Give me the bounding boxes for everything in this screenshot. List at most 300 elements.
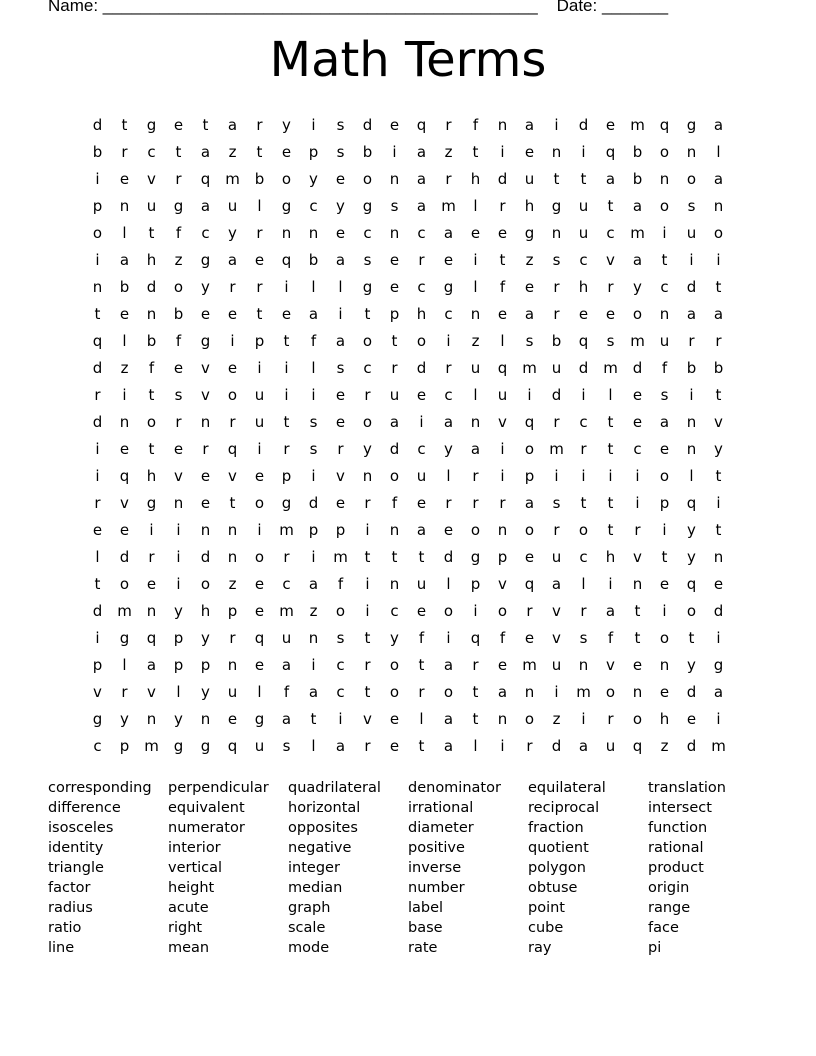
grid-letter: u — [686, 224, 697, 242]
grid-letter: q — [686, 575, 697, 593]
grid-letter: n — [146, 602, 157, 620]
grid-letter: g — [362, 278, 373, 296]
grid-row — [84, 436, 732, 463]
grid-letter: g — [200, 737, 211, 755]
grid-letter: b — [632, 170, 643, 188]
grid-letter: y — [687, 521, 696, 539]
grid-letter: e — [254, 575, 265, 593]
grid-letter: l — [500, 332, 505, 350]
grid-letter: s — [336, 143, 345, 161]
grid-letter: t — [175, 143, 182, 161]
grid-letter: i — [176, 521, 181, 539]
grid-letter: i — [257, 440, 262, 458]
grid-letter: r — [175, 413, 182, 431]
grid-letter: r — [445, 359, 452, 377]
grid-letter: s — [579, 629, 588, 647]
grid-letter: r — [121, 143, 128, 161]
grid-letter: e — [173, 440, 184, 458]
grid-letter: t — [499, 251, 506, 269]
grid-letter: n — [227, 521, 238, 539]
grid-letter: t — [391, 548, 398, 566]
grid-letter: h — [470, 170, 481, 188]
grid-letter: s — [525, 332, 534, 350]
grid-letter: r — [580, 602, 587, 620]
grid-letter: s — [687, 197, 696, 215]
grid-letter: e — [389, 737, 400, 755]
grid-letter: q — [227, 440, 238, 458]
grid-letter: u — [605, 737, 616, 755]
grid-letter: q — [578, 332, 589, 350]
word-column — [48, 778, 168, 958]
grid-letter: n — [281, 224, 292, 242]
grid-letter: e — [632, 386, 643, 404]
word-list-item: denominator — [408, 780, 501, 796]
grid-letter: p — [659, 494, 670, 512]
word-list-item: positive — [408, 840, 465, 856]
grid-letter: o — [524, 440, 535, 458]
grid-letter: i — [95, 170, 100, 188]
grid-letter: o — [605, 683, 616, 701]
grid-letter: u — [578, 224, 589, 242]
grid-letter: v — [147, 170, 156, 188]
grid-letter: d — [578, 116, 589, 134]
grid-letter: g — [362, 197, 373, 215]
grid-letter: n — [686, 143, 697, 161]
word-list-item: ratio — [48, 920, 82, 936]
grid-letter: i — [500, 143, 505, 161]
grid-letter: a — [605, 602, 616, 620]
grid-letter: c — [417, 224, 426, 242]
grid-letter: i — [608, 467, 613, 485]
grid-letter: r — [553, 521, 560, 539]
grid-letter: i — [500, 737, 505, 755]
word-list-item: function — [648, 820, 708, 836]
grid-letter: t — [472, 683, 479, 701]
grid-letter: e — [281, 305, 292, 323]
grid-letter: e — [632, 656, 643, 674]
grid-letter: d — [92, 602, 103, 620]
grid-letter: t — [715, 278, 722, 296]
word-list-item: right — [168, 920, 203, 936]
grid-letter: a — [443, 737, 454, 755]
grid-letter: a — [443, 656, 454, 674]
grid-letter: e — [659, 683, 670, 701]
grid-letter: i — [473, 602, 478, 620]
grid-letter: v — [201, 359, 210, 377]
grid-letter: u — [497, 386, 508, 404]
grid-letter: d — [200, 548, 211, 566]
grid-row — [84, 733, 732, 760]
grid-letter: i — [500, 440, 505, 458]
grid-letter: v — [498, 413, 507, 431]
grid-letter: l — [446, 575, 451, 593]
grid-letter: l — [581, 575, 586, 593]
grid-letter: h — [146, 467, 157, 485]
word-list-item: label — [408, 900, 444, 916]
word-list-item: vertical — [168, 860, 223, 876]
grid-letter: y — [174, 602, 183, 620]
grid-letter: q — [686, 494, 697, 512]
grid-letter: a — [335, 332, 346, 350]
grid-letter: t — [418, 737, 425, 755]
grid-letter: t — [472, 710, 479, 728]
grid-letter: i — [446, 629, 451, 647]
word-list-item: fraction — [528, 820, 584, 836]
grid-letter: f — [607, 629, 614, 647]
word-list-item: inverse — [408, 860, 462, 876]
grid-letter: t — [391, 332, 398, 350]
grid-letter: s — [552, 494, 561, 512]
grid-letter: n — [497, 116, 508, 134]
grid-letter: i — [500, 467, 505, 485]
grid-letter: m — [711, 737, 726, 755]
grid-letter: b — [308, 251, 319, 269]
grid-letter: a — [416, 170, 427, 188]
grid-letter: d — [713, 602, 724, 620]
grid-letter: y — [390, 629, 399, 647]
grid-letter: p — [335, 521, 346, 539]
grid-letter: n — [497, 710, 508, 728]
word-list-item: diameter — [408, 820, 474, 836]
grid-letter: e — [713, 575, 724, 593]
grid-letter: e — [119, 305, 130, 323]
grid-letter: c — [660, 278, 669, 296]
grid-letter: n — [227, 656, 238, 674]
grid-letter: r — [634, 521, 641, 539]
grid-letter: m — [441, 197, 456, 215]
word-list-item: quadrilateral — [288, 780, 381, 796]
grid-letter: c — [363, 359, 372, 377]
grid-letter: q — [524, 413, 535, 431]
grid-row — [84, 274, 732, 301]
grid-row — [84, 544, 732, 571]
grid-letter: a — [443, 413, 454, 431]
word-list-item: mode — [288, 940, 330, 956]
grid-letter: e — [335, 413, 346, 431]
grid-letter: m — [279, 521, 294, 539]
grid-letter: l — [473, 197, 478, 215]
word-column — [288, 778, 408, 958]
grid-letter: z — [228, 143, 237, 161]
grid-letter: r — [607, 710, 614, 728]
grid-letter: d — [686, 737, 697, 755]
grid-letter: z — [525, 251, 534, 269]
grid-letter: c — [201, 224, 210, 242]
grid-letter: n — [686, 413, 697, 431]
word-list-item: quotient — [528, 840, 589, 856]
grid-letter: t — [148, 386, 155, 404]
grid-letter: h — [578, 278, 589, 296]
grid-letter: m — [117, 602, 132, 620]
grid-letter: i — [392, 143, 397, 161]
grid-letter: m — [522, 656, 537, 674]
grid-letter: y — [687, 548, 696, 566]
word-list-item: radius — [48, 900, 93, 916]
grid-letter: y — [687, 656, 696, 674]
grid-letter: g — [281, 197, 292, 215]
grid-row — [84, 328, 732, 355]
grid-letter: p — [92, 197, 103, 215]
grid-letter: r — [580, 440, 587, 458]
grid-letter: r — [121, 683, 128, 701]
grid-letter: r — [445, 494, 452, 512]
grid-letter: f — [499, 629, 506, 647]
grid-letter: r — [229, 413, 236, 431]
grid-letter: i — [95, 467, 100, 485]
grid-letter: i — [95, 251, 100, 269]
name-date-line: Name: ______________________________________________ Date: _______ — [48, 0, 669, 15]
grid-letter: i — [581, 710, 586, 728]
grid-letter: t — [607, 413, 614, 431]
grid-row — [84, 679, 732, 706]
grid-letter: e — [632, 413, 643, 431]
grid-letter: r — [553, 278, 560, 296]
word-list-item: range — [648, 900, 691, 916]
grid-letter: e — [335, 386, 346, 404]
grid-letter: s — [390, 197, 399, 215]
grid-letter: e — [335, 170, 346, 188]
grid-letter: n — [524, 683, 535, 701]
grid-letter: s — [660, 386, 669, 404]
grid-letter: n — [659, 305, 670, 323]
grid-letter: a — [632, 197, 643, 215]
grid-letter: d — [578, 359, 589, 377]
grid-letter: i — [311, 548, 316, 566]
grid-letter: p — [497, 548, 508, 566]
grid-letter: i — [365, 521, 370, 539]
grid-letter: e — [416, 494, 427, 512]
word-list-item: line — [48, 940, 75, 956]
grid-letter: c — [444, 386, 453, 404]
grid-letter: e — [389, 710, 400, 728]
grid-letter: r — [94, 386, 101, 404]
grid-letter: a — [713, 116, 724, 134]
grid-row — [84, 220, 732, 247]
grid-row — [84, 193, 732, 220]
word-list-item: interior — [168, 840, 221, 856]
grid-letter: a — [578, 737, 589, 755]
grid-letter: g — [524, 224, 535, 242]
grid-letter: a — [227, 251, 238, 269]
grid-letter: u — [659, 332, 670, 350]
grid-letter: t — [580, 494, 587, 512]
grid-letter: i — [95, 440, 100, 458]
grid-row — [84, 571, 732, 598]
grid-row — [84, 652, 732, 679]
grid-letter: r — [256, 278, 263, 296]
grid-letter: f — [499, 278, 506, 296]
grid-letter: g — [119, 629, 130, 647]
grid-letter: n — [200, 710, 211, 728]
grid-letter: u — [416, 467, 427, 485]
grid-letter: a — [524, 305, 535, 323]
grid-letter: a — [524, 116, 535, 134]
grid-letter: q — [416, 116, 427, 134]
grid-letter: g — [254, 710, 265, 728]
grid-letter: v — [498, 575, 507, 593]
grid-letter: i — [581, 467, 586, 485]
grid-letter: a — [281, 710, 292, 728]
grid-letter: d — [632, 359, 643, 377]
grid-letter: v — [201, 386, 210, 404]
grid-letter: r — [175, 170, 182, 188]
grid-letter: e — [389, 116, 400, 134]
grid-letter: p — [92, 656, 103, 674]
grid-letter: d — [686, 278, 697, 296]
grid-letter: z — [228, 575, 237, 593]
grid-letter: o — [470, 521, 481, 539]
grid-letter: a — [605, 170, 616, 188]
grid-letter: e — [605, 116, 616, 134]
word-list-item: cube — [528, 920, 564, 936]
grid-letter: v — [93, 683, 102, 701]
grid-letter: s — [309, 413, 318, 431]
grid-row — [84, 382, 732, 409]
grid-letter: g — [281, 494, 292, 512]
grid-letter: p — [308, 143, 319, 161]
grid-letter: r — [148, 548, 155, 566]
grid-letter: c — [93, 737, 102, 755]
word-list-item: ray — [528, 940, 552, 956]
grid-letter: m — [576, 683, 591, 701]
grid-letter: v — [552, 602, 561, 620]
grid-letter: t — [364, 548, 371, 566]
grid-letter: r — [418, 683, 425, 701]
grid-letter: l — [446, 467, 451, 485]
grid-letter: e — [524, 278, 535, 296]
grid-row — [84, 517, 732, 544]
grid-letter: n — [362, 467, 373, 485]
grid-letter: l — [311, 359, 316, 377]
grid-letter: o — [443, 683, 454, 701]
grid-letter: i — [176, 575, 181, 593]
grid-letter: i — [311, 467, 316, 485]
grid-letter: b — [713, 359, 724, 377]
grid-letter: a — [659, 413, 670, 431]
word-list-item: number — [408, 880, 465, 896]
grid-letter: i — [689, 251, 694, 269]
grid-letter: u — [254, 737, 265, 755]
grid-letter: r — [364, 494, 371, 512]
page-title: Math Terms — [269, 32, 547, 88]
grid-letter: l — [689, 467, 694, 485]
grid-letter: o — [659, 143, 670, 161]
grid-letter: a — [281, 656, 292, 674]
grid-letter: n — [146, 710, 157, 728]
grid-letter: c — [336, 656, 345, 674]
grid-letter: y — [120, 710, 129, 728]
grid-letter: n — [659, 656, 670, 674]
grid-letter: o — [632, 305, 643, 323]
grid-letter: r — [499, 197, 506, 215]
grid-letter: r — [364, 656, 371, 674]
grid-letter: f — [310, 332, 317, 350]
grid-letter: l — [122, 656, 127, 674]
grid-letter: r — [283, 548, 290, 566]
grid-letter: o — [119, 575, 130, 593]
grid-letter: y — [444, 440, 453, 458]
grid-letter: e — [416, 602, 427, 620]
grid-letter: e — [524, 629, 535, 647]
word-list-item: height — [168, 880, 215, 896]
grid-letter: s — [174, 386, 183, 404]
grid-letter: r — [256, 224, 263, 242]
word-list-item: numerator — [168, 820, 245, 836]
grid-letter: d — [551, 737, 562, 755]
grid-letter: r — [472, 494, 479, 512]
grid-letter: t — [418, 656, 425, 674]
grid-row — [84, 598, 732, 625]
grid-letter: t — [364, 629, 371, 647]
grid-letter: p — [254, 332, 265, 350]
grid-letter: o — [389, 467, 400, 485]
word-list-item: median — [288, 880, 343, 896]
grid-letter: n — [389, 224, 400, 242]
grid-letter: m — [522, 359, 537, 377]
grid-letter: m — [630, 116, 645, 134]
grid-letter: h — [200, 602, 211, 620]
word-list-item: acute — [168, 900, 209, 916]
grid-letter: m — [279, 602, 294, 620]
grid-letter: v — [174, 467, 183, 485]
grid-letter: i — [311, 386, 316, 404]
grid-letter: r — [472, 467, 479, 485]
grid-letter: t — [715, 521, 722, 539]
word-search-grid — [84, 112, 732, 760]
grid-letter: u — [227, 683, 238, 701]
grid-letter: i — [635, 494, 640, 512]
grid-letter: a — [443, 710, 454, 728]
grid-letter: g — [200, 251, 211, 269]
grid-letter: n — [173, 494, 184, 512]
word-list-item: obtuse — [528, 880, 578, 896]
grid-letter: i — [716, 629, 721, 647]
grid-letter: i — [581, 143, 586, 161]
grid-letter: z — [309, 602, 318, 620]
grid-letter: a — [335, 737, 346, 755]
grid-letter: e — [254, 467, 265, 485]
grid-letter: p — [308, 521, 319, 539]
grid-letter: o — [92, 224, 103, 242]
grid-letter: t — [634, 602, 641, 620]
grid-letter: r — [283, 440, 290, 458]
grid-letter: o — [146, 413, 157, 431]
grid-letter: v — [336, 467, 345, 485]
grid-letter: e — [659, 440, 670, 458]
grid-letter: d — [416, 359, 427, 377]
grid-letter: t — [661, 548, 668, 566]
grid-letter: l — [311, 737, 316, 755]
word-list-item: intersect — [648, 800, 712, 816]
grid-letter: v — [552, 629, 561, 647]
grid-letter: e — [686, 710, 697, 728]
grid-letter: f — [175, 224, 182, 242]
grid-letter: i — [662, 224, 667, 242]
grid-letter: f — [283, 683, 290, 701]
grid-letter: a — [119, 251, 130, 269]
grid-letter: l — [257, 683, 262, 701]
grid-letter: p — [389, 305, 400, 323]
grid-letter: a — [632, 251, 643, 269]
grid-letter: c — [579, 413, 588, 431]
grid-letter: d — [92, 359, 103, 377]
grid-letter: f — [391, 494, 398, 512]
grid-letter: n — [308, 629, 319, 647]
grid-letter: r — [391, 359, 398, 377]
grid-letter: z — [444, 143, 453, 161]
grid-letter: a — [416, 197, 427, 215]
grid-letter: o — [416, 332, 427, 350]
